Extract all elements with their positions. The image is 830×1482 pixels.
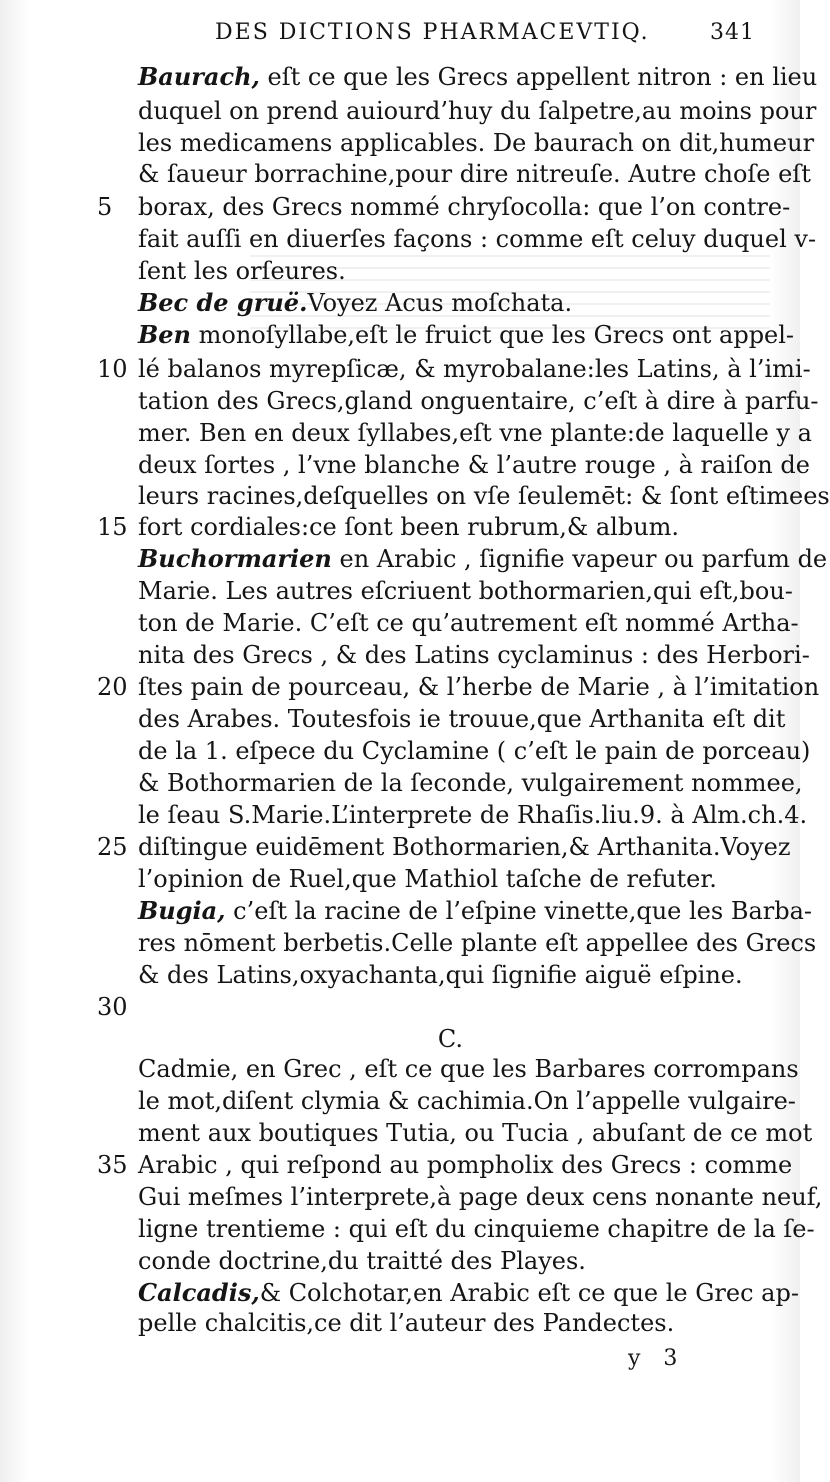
- line-text: conde doctrine,du traitté des Playes.: [138, 1247, 586, 1275]
- text-line: [138, 1148, 793, 1182]
- text-line: [138, 1306, 763, 1340]
- text-line: [138, 1180, 823, 1214]
- line-text: des Arabes. Toutesfois ie trouue,que Arthanita eſt dit: [138, 705, 786, 733]
- text-line: [138, 1212, 815, 1246]
- text-line: [138, 384, 819, 418]
- line-text: eſt ce que les Grecs appellent nitron : en lieu: [259, 63, 818, 91]
- text-line: [138, 286, 763, 320]
- entry-term: Ben: [138, 320, 192, 349]
- line-number: 15: [97, 513, 128, 541]
- line-text: & Colchotar,en Arabic eſt ce que le Grec ap-: [259, 1279, 799, 1307]
- line-text: & ſaueur borrachine,pour dire nitreuſe. Autre choſe eſt: [138, 160, 811, 188]
- text-line: [138, 94, 817, 128]
- text-line: [138, 798, 808, 832]
- entry-term: Buchormarien: [138, 544, 332, 573]
- line-text: Gui meſmes l’interprete,à page deux cens nonante neuf,: [138, 1183, 823, 1211]
- line-text: l’opinion de Ruel,que Mathiol taſche de refuter.: [138, 865, 717, 893]
- line-text: de la 1. eſpece du Cyclamine ( c’eſt le pain de porceau): [138, 737, 811, 765]
- line-number: 20: [97, 673, 128, 701]
- text-line: [138, 862, 763, 896]
- text-line: [138, 126, 815, 160]
- line-text: res nōment berbetis.Celle plante eſt appellee des Grecs: [138, 929, 817, 957]
- page-number: 341: [710, 20, 755, 45]
- line-number: 35: [97, 1151, 128, 1179]
- line-text: ligne trentieme : qui eſt du cinquieme chapitre de la ſe-: [138, 1215, 815, 1243]
- text-line: [138, 670, 820, 704]
- line-text: mer. Ben en deux ſyllabes,eſt vne plante:de laquelle y a: [138, 419, 812, 447]
- text-line: [138, 448, 810, 482]
- line-text: ſent les orſeures.: [138, 257, 346, 285]
- line-text: & Bothormarien de la ſeconde, vulgairement nommee,: [138, 769, 803, 797]
- line-text: borax, des Grecs nommé chryſocolla: que l’on contre-: [138, 193, 791, 221]
- text-line: [138, 1084, 796, 1118]
- text-line: [138, 1052, 799, 1086]
- text-line: [138, 479, 830, 513]
- line-text: Voyez Acus moſchata.: [307, 289, 573, 317]
- line-number: 25: [97, 833, 128, 861]
- line-number: 5: [97, 193, 113, 221]
- entry-term: Bec de gruë.: [138, 288, 308, 317]
- line-text: fait auſſi en diuerſes façons : comme eſt celuy duquel v-: [138, 225, 817, 253]
- line-text: les medicamens applicables. De baurach on dit,humeur: [138, 129, 815, 157]
- line-text: le mot,diſent clymia & cachimia.On l’appelle vulgaire-: [138, 1087, 796, 1115]
- line-number: 10: [97, 355, 128, 383]
- line-text: ſtes pain de pourceau, & l’herbe de Marie , à l’imitation: [138, 673, 820, 701]
- line-text: en Arabic , ſignifie vapeur ou parfum de: [331, 545, 828, 573]
- line-text: duquel on prend auiourd’huy du ſalpetre,au moins pour: [138, 97, 817, 125]
- text-line: [138, 574, 793, 608]
- text-line: [138, 1276, 799, 1310]
- text-line: [138, 894, 813, 928]
- text-line: [138, 318, 795, 352]
- line-text: ment aux boutiques Tutia, ou Tucia , abuſant de ce mot: [138, 1119, 813, 1147]
- entry-term: Baurach,: [138, 62, 260, 91]
- line-text: & des Latins,oxyachanta,qui ſignifie aiguë eſpine.: [138, 961, 743, 989]
- line-text: lé balanos myrepſicæ, & myrobalane:les Latins, à l’imi-: [138, 355, 811, 383]
- line-text: fort cordiales:ce ſont been rubrum,& album.: [138, 513, 680, 541]
- entry-term: Calcadis,: [138, 1278, 260, 1307]
- text-line: [138, 254, 763, 288]
- line-text: ton de Marie. C’eſt ce qu’autrement eſt nommé Artha-: [138, 609, 799, 637]
- line-text: C.: [437, 1025, 464, 1053]
- line-text: Cadmie, en Grec , eſt ce que les Barbares corrompans: [138, 1055, 799, 1083]
- text-line: [138, 638, 810, 672]
- text-line: [138, 734, 811, 768]
- line-text: nita des Grecs , & des Latins cyclaminus : des Herbori-: [138, 641, 810, 669]
- text-line: [138, 830, 791, 864]
- signature-mark: y 3: [628, 1346, 686, 1371]
- text-line: [138, 222, 817, 256]
- text-line: [138, 702, 786, 736]
- entry-term: Bugia,: [138, 896, 226, 925]
- line-text: pelle chalcitis,ce dit l’auteur des Pandectes.: [138, 1309, 675, 1337]
- line-text: leurs racines,deſquelles on vſe ſeulemēt: & ſont eſtimees: [138, 482, 830, 510]
- line-text: c’eſt la racine de l’eſpine vinette,que les Barba-: [225, 897, 813, 925]
- text-line: [138, 510, 763, 544]
- text-line: [138, 766, 803, 800]
- line-text: le ſeau S.Marie.L’interprete de Rhaſis.liu.9. à Alm.ch.4.: [138, 801, 808, 829]
- text-line: [138, 352, 811, 386]
- line-number: 30: [97, 993, 128, 1021]
- text-line: [138, 60, 818, 94]
- text-line: [138, 926, 817, 960]
- text-line: [138, 542, 828, 576]
- line-text: diſtingue euidēment Bothormarien,& Arthanita.Voyez: [138, 833, 791, 861]
- text-line: [138, 606, 799, 640]
- text-line: [138, 157, 811, 191]
- line-text: Marie. Les autres eſcriuent bothormarien,qui eſt,bou-: [138, 577, 793, 605]
- line-text: deux ſortes , l’vne blanche & l’autre rouge , à raiſon de: [138, 451, 810, 479]
- running-head: DES DICTIONS PHARMACEVTIQ.: [215, 20, 650, 45]
- text-line: [138, 958, 763, 992]
- line-text: Arabic , qui reſpond au pompholix des Grecs : comme: [138, 1151, 793, 1179]
- text-line: [138, 190, 791, 224]
- section-heading: [138, 1022, 763, 1056]
- text-line: [138, 1244, 763, 1278]
- line-text: monoſyllabe,eſt le fruict que les Grecs ont appel-: [191, 321, 795, 349]
- text-line: [138, 416, 812, 450]
- line-text: tation des Grecs,gland onguentaire, c’eſt à dire à parfu-: [138, 387, 819, 415]
- text-line: [138, 1116, 813, 1150]
